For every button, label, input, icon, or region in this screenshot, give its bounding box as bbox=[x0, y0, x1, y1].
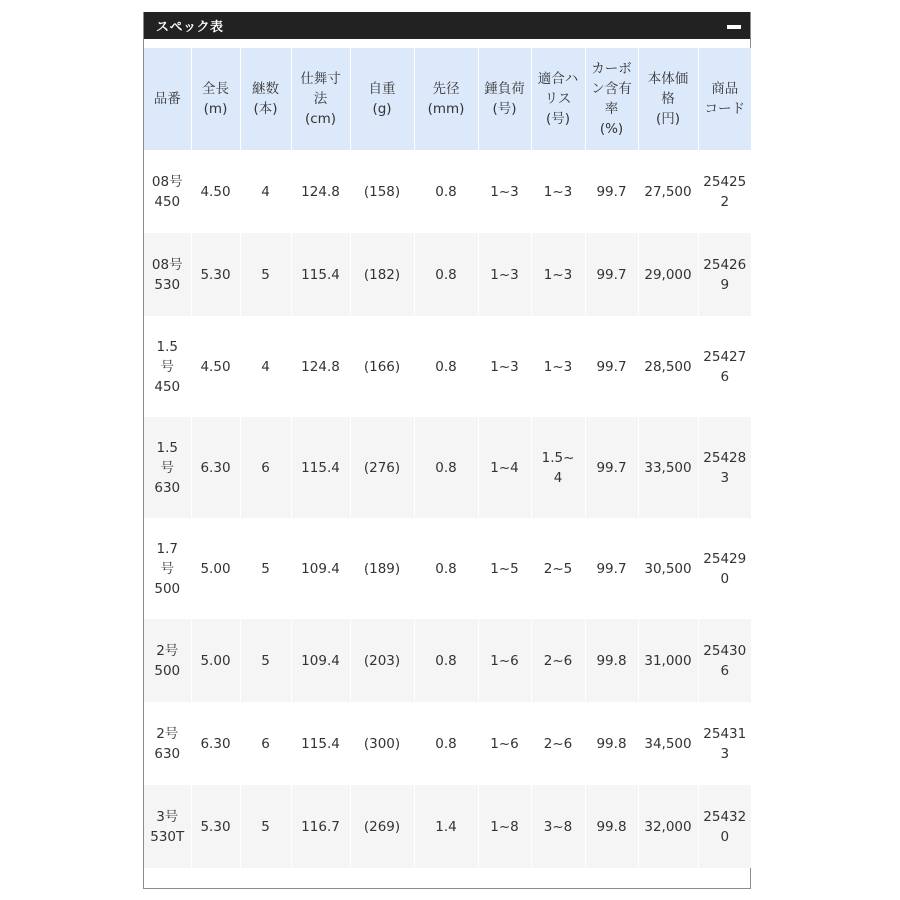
cell-sinker-load: 1~3 bbox=[490, 266, 519, 283]
cell-product-code: 25430 6 bbox=[703, 642, 747, 679]
cell-leader: 3~8 bbox=[543, 818, 573, 835]
cell-leader: 2~5 bbox=[543, 560, 573, 577]
cell-closed-length: 124.8 bbox=[301, 358, 340, 375]
cell-price: 29,000 bbox=[644, 266, 692, 283]
cell-sinker-load: 1~6 bbox=[490, 735, 519, 752]
cell-weight: (189) bbox=[363, 560, 401, 577]
cell-sections: 6 bbox=[261, 735, 270, 752]
cell-sections: 5 bbox=[261, 818, 270, 835]
cell-product-code: 25427 6 bbox=[703, 348, 747, 385]
cell-tip-diameter: 0.8 bbox=[435, 652, 457, 669]
table-row bbox=[144, 233, 751, 316]
minus-icon[interactable] bbox=[727, 25, 741, 29]
cell-weight: (166) bbox=[363, 358, 401, 375]
table-row bbox=[144, 417, 751, 518]
cell-tip-diameter: 0.8 bbox=[435, 459, 457, 476]
cell-sections: 5 bbox=[261, 266, 270, 283]
cell-length: 4.50 bbox=[200, 358, 231, 375]
cell-sections: 4 bbox=[261, 358, 270, 375]
cell-length: 5.30 bbox=[200, 818, 231, 835]
cell-sections: 6 bbox=[261, 459, 270, 476]
cell-part-number: 2号 630 bbox=[154, 725, 181, 762]
spec-panel-header[interactable] bbox=[144, 12, 750, 39]
cell-leader: 1~3 bbox=[543, 183, 573, 200]
table-row bbox=[144, 785, 751, 868]
cell-leader: 2~6 bbox=[543, 652, 573, 669]
cell-price: 33,500 bbox=[644, 459, 692, 476]
cell-closed-length: 109.4 bbox=[301, 560, 340, 577]
cell-sinker-load: 1~5 bbox=[490, 560, 519, 577]
cell-price: 30,500 bbox=[644, 560, 692, 577]
cell-sections: 5 bbox=[261, 560, 270, 577]
cell-part-number: 1.5 号 630 bbox=[154, 439, 181, 496]
cell-price: 32,000 bbox=[644, 818, 692, 835]
header-length: 全長 (m) bbox=[191, 48, 240, 150]
header-sinker-load: 錘負荷 (号) bbox=[478, 48, 531, 150]
cell-closed-length: 115.4 bbox=[301, 266, 340, 283]
cell-sinker-load: 1~3 bbox=[490, 358, 519, 375]
table-row bbox=[144, 316, 751, 417]
cell-carbon: 99.7 bbox=[596, 459, 627, 476]
header-weight: 自重 (g) bbox=[350, 48, 414, 150]
cell-product-code: 25426 9 bbox=[703, 256, 747, 293]
cell-weight: (182) bbox=[363, 266, 401, 283]
cell-length: 5.00 bbox=[200, 652, 231, 669]
cell-price: 34,500 bbox=[644, 735, 692, 752]
cell-tip-diameter: 0.8 bbox=[435, 560, 457, 577]
header-price: 本体価 格 (円) bbox=[638, 48, 698, 150]
cell-carbon: 99.7 bbox=[596, 183, 627, 200]
header-sections: 継数 (本) bbox=[240, 48, 291, 150]
cell-sinker-load: 1~4 bbox=[490, 459, 519, 476]
cell-carbon: 99.7 bbox=[596, 266, 627, 283]
cell-product-code: 25429 0 bbox=[703, 550, 747, 587]
cell-closed-length: 109.4 bbox=[301, 652, 340, 669]
cell-closed-length: 115.4 bbox=[301, 459, 340, 476]
cell-part-number: 2号 500 bbox=[154, 642, 181, 679]
cell-carbon: 99.8 bbox=[596, 652, 627, 669]
panel-title: スペック表 bbox=[156, 20, 224, 35]
cell-product-code: 25428 3 bbox=[703, 449, 747, 486]
header-carbon: カーボ ン含有 率 (%) bbox=[585, 48, 638, 150]
cell-length: 4.50 bbox=[200, 183, 231, 200]
cell-sinker-load: 1~6 bbox=[490, 652, 519, 669]
cell-sinker-load: 1~3 bbox=[490, 183, 519, 200]
cell-part-number: 08号 450 bbox=[151, 173, 183, 210]
header-leader: 適合ハ リス (号) bbox=[531, 48, 585, 150]
header-product-code: 商品 コード bbox=[698, 48, 751, 150]
cell-price: 31,000 bbox=[644, 652, 692, 669]
cell-sections: 4 bbox=[261, 183, 270, 200]
cell-closed-length: 124.8 bbox=[301, 183, 340, 200]
table-row bbox=[144, 702, 751, 785]
cell-leader: 2~6 bbox=[543, 735, 573, 752]
cell-carbon: 99.7 bbox=[596, 358, 627, 375]
cell-tip-diameter: 1.4 bbox=[435, 818, 457, 835]
cell-leader: 1~3 bbox=[543, 266, 573, 283]
spec-panel bbox=[143, 12, 751, 889]
cell-length: 5.30 bbox=[200, 266, 231, 283]
cell-weight: (300) bbox=[363, 735, 401, 752]
cell-carbon: 99.8 bbox=[596, 735, 627, 752]
cell-tip-diameter: 0.8 bbox=[435, 735, 457, 752]
cell-sinker-load: 1~8 bbox=[490, 818, 519, 835]
cell-length: 6.30 bbox=[200, 459, 231, 476]
header-tip-diameter: 先径 (mm) bbox=[414, 48, 478, 150]
cell-tip-diameter: 0.8 bbox=[435, 266, 457, 283]
cell-closed-length: 116.7 bbox=[301, 818, 340, 835]
cell-length: 6.30 bbox=[200, 735, 231, 752]
cell-weight: (158) bbox=[363, 183, 401, 200]
cell-carbon: 99.7 bbox=[596, 560, 627, 577]
cell-price: 27,500 bbox=[644, 183, 692, 200]
cell-weight: (276) bbox=[363, 459, 401, 476]
cell-weight: (203) bbox=[363, 652, 401, 669]
header-part-number: 品番 bbox=[144, 48, 191, 150]
spec-table bbox=[144, 48, 751, 868]
cell-part-number: 1.5 号 450 bbox=[154, 338, 181, 395]
cell-tip-diameter: 0.8 bbox=[435, 358, 457, 375]
cell-part-number: 08号 530 bbox=[151, 256, 183, 293]
cell-length: 5.00 bbox=[200, 560, 231, 577]
cell-closed-length: 115.4 bbox=[301, 735, 340, 752]
header-closed-length: 仕舞寸 法 (cm) bbox=[291, 48, 350, 150]
cell-product-code: 25425 2 bbox=[703, 173, 747, 210]
cell-weight: (269) bbox=[363, 818, 401, 835]
cell-sections: 5 bbox=[261, 652, 270, 669]
cell-leader: 1.5~ 4 bbox=[541, 449, 575, 486]
cell-price: 28,500 bbox=[644, 358, 692, 375]
cell-part-number: 3号 530T bbox=[150, 808, 185, 845]
table-row bbox=[144, 150, 751, 233]
cell-leader: 1~3 bbox=[543, 358, 573, 375]
cell-product-code: 25431 3 bbox=[703, 725, 747, 762]
table-row bbox=[144, 619, 751, 702]
cell-part-number: 1.7 号 500 bbox=[154, 540, 181, 597]
cell-tip-diameter: 0.8 bbox=[435, 183, 457, 200]
table-row bbox=[144, 518, 751, 619]
table-header-row bbox=[144, 48, 751, 150]
cell-carbon: 99.8 bbox=[596, 818, 627, 835]
cell-product-code: 25432 0 bbox=[703, 808, 747, 845]
